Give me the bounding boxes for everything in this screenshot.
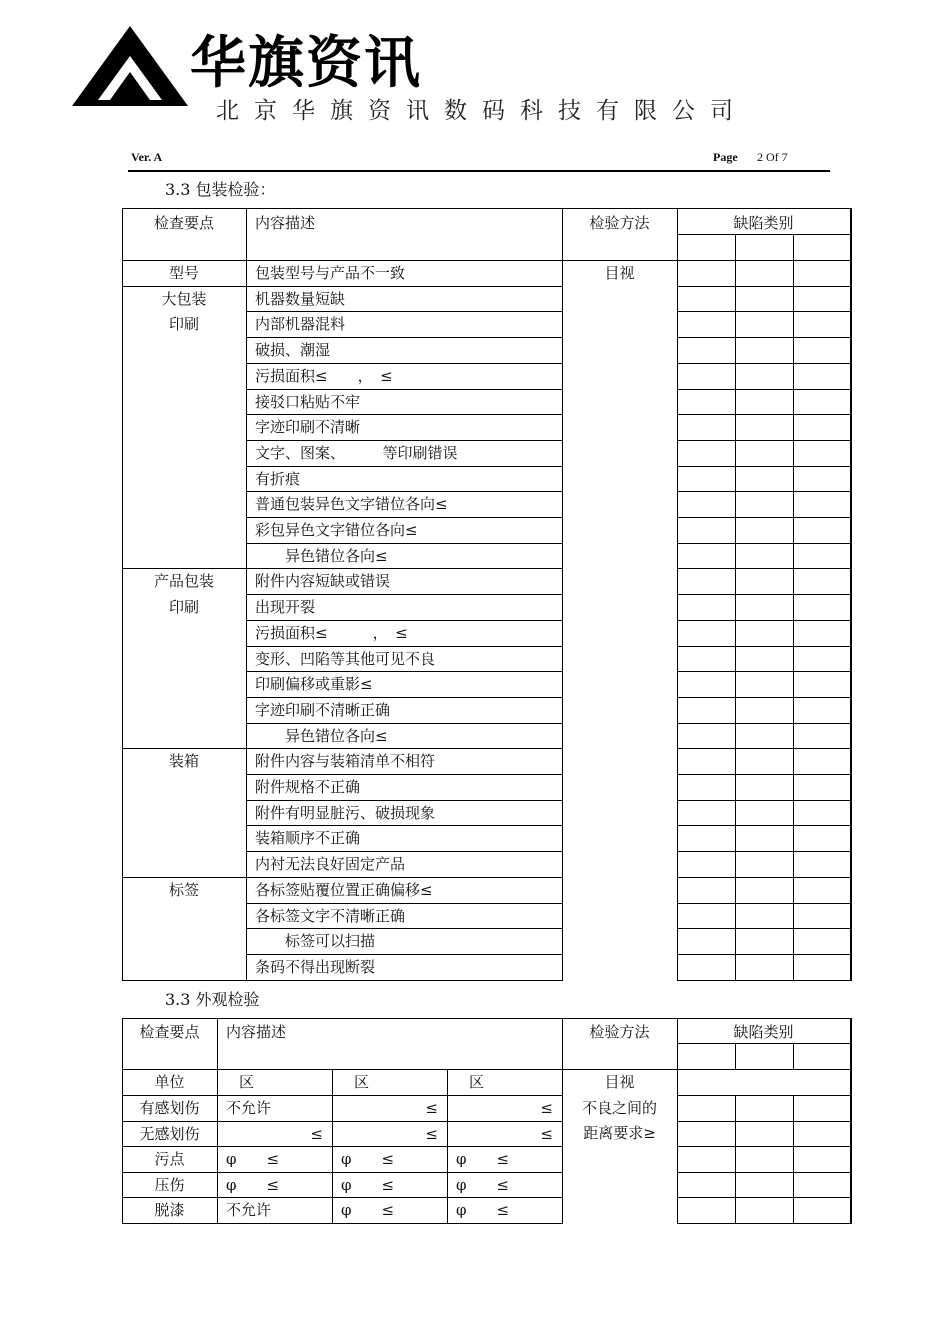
inspection-item: 各标签文字不清晰正确 — [255, 906, 406, 925]
triangle-logo-icon — [72, 26, 192, 110]
grid-line — [122, 1018, 851, 1019]
company-name: 北京华旗资讯数码科技有限公司 — [216, 98, 748, 124]
zone-criterion: 不允许 — [226, 1099, 272, 1117]
grid-line — [793, 1043, 794, 1070]
grid-line — [677, 877, 851, 878]
grid-line — [677, 1095, 851, 1096]
zone-label: 区 — [239, 1073, 255, 1091]
zone-criterion: ≤ — [310, 1124, 323, 1143]
grid-line — [677, 825, 851, 826]
grid-line — [677, 800, 851, 801]
grid-line — [677, 774, 851, 775]
grid-line — [735, 1043, 736, 1070]
grid-line — [677, 466, 851, 467]
grid-line — [122, 980, 563, 981]
header-method: 检验方法 — [589, 214, 650, 232]
grid-line — [677, 954, 851, 955]
grid-line — [677, 723, 851, 724]
grid-line — [677, 1146, 851, 1147]
grid-line — [677, 491, 851, 492]
page-label: Page — [713, 150, 738, 164]
defect-name: 压伤 — [154, 1175, 185, 1194]
grid-line — [677, 646, 851, 647]
header-description: 内容描述 — [255, 214, 316, 232]
header-rule — [128, 170, 830, 172]
zone-criterion: φ ≤ — [226, 1175, 280, 1194]
inspection-item: 破损、潮湿 — [255, 341, 331, 360]
group-name: 标签 — [168, 880, 199, 899]
grid-line — [677, 748, 851, 749]
grid-line — [677, 1121, 851, 1122]
inspection-item: 异色错位各向≤ — [255, 546, 388, 565]
defect-name: 污点 — [154, 1150, 185, 1169]
zone-criterion: φ ≤ — [341, 1201, 395, 1220]
inspection-item: 文字、图案、 等印刷错误 — [255, 443, 458, 462]
grid-line — [677, 440, 851, 441]
inspection-item: 附件内容短缺或错误 — [255, 572, 391, 591]
inspection-item: 附件有明显脏污、破损现象 — [255, 803, 436, 822]
zone-criterion: φ ≤ — [456, 1201, 510, 1220]
header-defect-category: 缺陷类别 — [733, 214, 794, 232]
zone-criterion: φ ≤ — [456, 1175, 510, 1194]
grid-line — [677, 851, 851, 852]
grid-line — [677, 1197, 851, 1198]
grid-line — [677, 1172, 851, 1173]
header-check-point: 检查要点 — [139, 1023, 200, 1041]
inspection-item: 条码不得出现断裂 — [255, 957, 376, 976]
inspection-item: 有折痕 — [255, 469, 301, 488]
inspection-item: 标签可以扫描 — [255, 932, 376, 951]
section-appearance-title: 3.3 外观检验 — [165, 990, 260, 1009]
grid-line — [677, 928, 851, 929]
page-number: 2 Of 7 — [757, 150, 788, 164]
inspection-item: 接驳口粘贴不牢 — [255, 392, 361, 411]
group-name: 大包装 印刷 — [161, 289, 207, 334]
grid-line — [677, 903, 851, 904]
grid-line — [677, 594, 851, 595]
inspection-item: 内部机器混料 — [255, 315, 346, 334]
grid-line — [677, 568, 851, 569]
zone-criterion: ≤ — [540, 1124, 553, 1143]
zone-criterion: 不允许 — [226, 1201, 272, 1220]
inspection-item: 附件规格不正确 — [255, 778, 361, 796]
grid-line — [735, 234, 736, 981]
method-visual: 目视 — [604, 264, 635, 282]
inspection-item: 字迹印刷不清晰正确 — [255, 700, 391, 719]
zone-criterion: φ ≤ — [341, 1150, 395, 1169]
zone-label: 区 — [354, 1073, 370, 1091]
inspection-item: 字迹印刷不清晰 — [255, 418, 361, 437]
inspection-item: 出现开裂 — [255, 598, 316, 617]
header-description: 内容描述 — [226, 1023, 287, 1041]
grid-line — [122, 1223, 563, 1224]
inspection-item: 变形、凹陷等其他可见不良 — [255, 649, 436, 668]
grid-line — [677, 414, 851, 415]
grid-line — [793, 234, 794, 981]
method-line: 距离要求≥ — [583, 1124, 656, 1143]
grid-line — [677, 286, 851, 287]
grid-line — [677, 363, 851, 364]
inspection-item: 包装型号与产品不一致 — [255, 264, 406, 282]
zone-criterion: φ ≤ — [226, 1150, 280, 1169]
unit-label: 单位 — [154, 1073, 185, 1091]
defect-name: 无感划伤 — [139, 1124, 200, 1143]
zone-criterion: ≤ — [425, 1099, 438, 1117]
inspection-item: 机器数量短缺 — [255, 289, 346, 308]
inspection-item: 附件内容与装箱清单不相符 — [255, 752, 436, 771]
grid-line — [677, 620, 851, 621]
group-name: 型号 — [168, 264, 199, 282]
inspection-item: 异色错位各向≤ — [255, 726, 388, 745]
zone-criterion: ≤ — [540, 1099, 553, 1117]
method-line: 目视 — [604, 1073, 635, 1091]
inspection-item: 污损面积≤ ， ≤ — [255, 623, 408, 642]
defect-name: 脱漆 — [154, 1201, 185, 1220]
header-method: 检验方法 — [589, 1023, 650, 1041]
grid-line — [122, 208, 851, 209]
grid-line — [735, 1095, 736, 1224]
inspection-item: 彩包异色文字错位各向≤ — [255, 521, 418, 539]
method-line: 不良之间的 — [581, 1098, 657, 1117]
inspection-item: 各标签贴覆位置正确偏移≤ — [255, 880, 433, 899]
grid-line — [677, 1223, 851, 1224]
inspection-item: 污损面积≤ ， ≤ — [255, 366, 393, 385]
grid-line — [677, 697, 851, 698]
grid-line — [677, 389, 851, 390]
defect-name: 有感划伤 — [139, 1099, 200, 1117]
group-name: 装箱 — [168, 752, 199, 771]
grid-line — [677, 517, 851, 518]
group-name: 产品包装 印刷 — [153, 572, 214, 617]
section-packaging-title: 3.3 包装检验： — [165, 180, 276, 199]
zone-criterion: φ ≤ — [341, 1175, 395, 1194]
inspection-item: 内衬无法良好固定产品 — [255, 855, 406, 874]
zone-criterion: φ ≤ — [456, 1150, 510, 1169]
zone-label: 区 — [469, 1073, 485, 1091]
grid-line — [677, 337, 851, 338]
grid-line — [793, 1095, 794, 1224]
inspection-item: 印刷偏移或重影≤ — [255, 675, 373, 694]
grid-line — [677, 311, 851, 312]
grid-line — [677, 543, 851, 544]
grid-line — [677, 671, 851, 672]
logo-text: 华旗资讯 — [190, 31, 422, 96]
header-check-point: 检查要点 — [153, 214, 214, 232]
header-defect-category: 缺陷类别 — [733, 1023, 794, 1041]
inspection-item: 装箱顺序不正确 — [255, 829, 361, 848]
grid-line — [677, 980, 851, 981]
zone-criterion: ≤ — [425, 1124, 438, 1143]
version-label: Ver. A — [131, 150, 163, 164]
inspection-item: 普通包装异色文字错位各向≤ — [255, 495, 448, 514]
